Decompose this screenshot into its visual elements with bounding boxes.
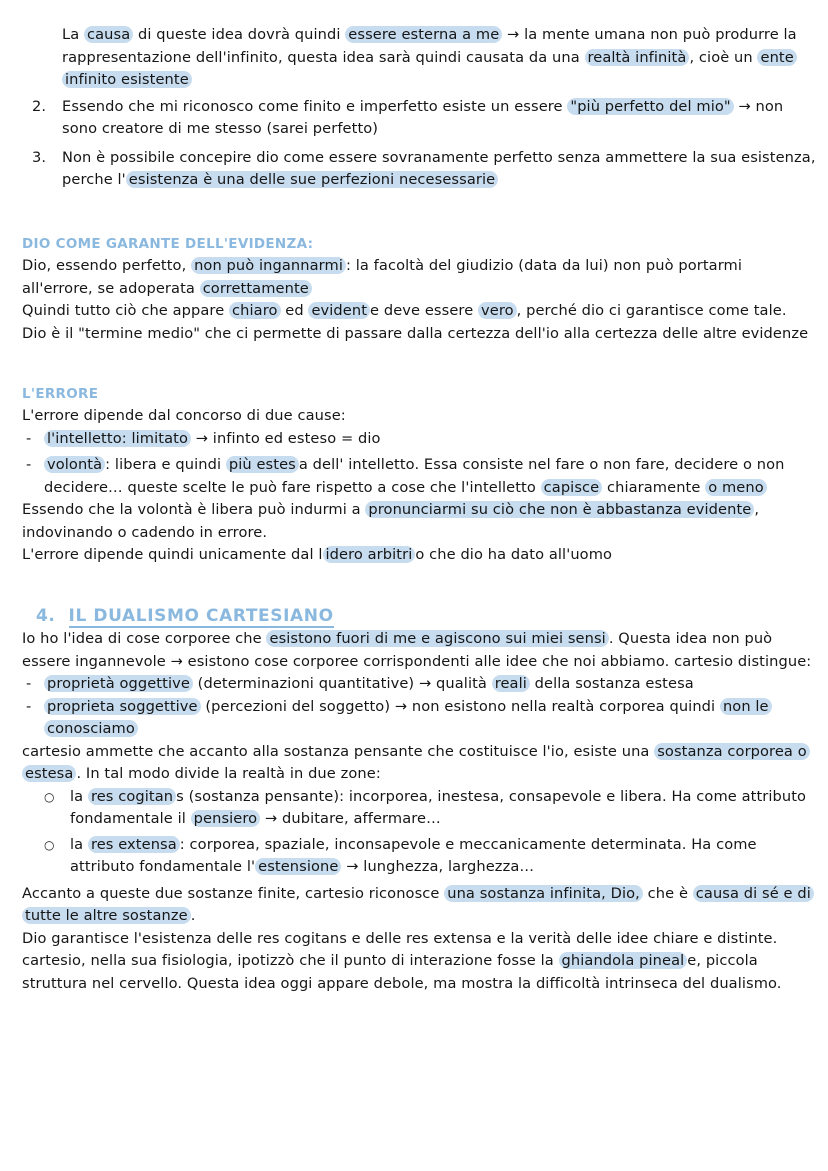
text: , cioè un bbox=[689, 48, 758, 66]
list-text bbox=[70, 834, 828, 879]
text: la bbox=[70, 835, 88, 853]
text: : corporea, spaziale, inconsapevole e meccanicamente determinata. Ha come attributo fondamentale l' bbox=[70, 835, 757, 875]
highlight: pronunciarmi su ciò che non è abbastanza evidente bbox=[365, 501, 754, 518]
list-text bbox=[44, 454, 828, 499]
highlight: res extensa bbox=[88, 836, 180, 853]
highlight: o meno bbox=[705, 479, 767, 496]
text: della sostanza estesa bbox=[529, 675, 694, 692]
text: chiaramente bbox=[602, 478, 706, 496]
text: di queste idea dovrà quindi bbox=[133, 26, 346, 43]
text: : la facoltà del giudizio (data da lui) non può portarmi all'errore, se adoperata bbox=[22, 257, 743, 297]
text: . bbox=[190, 907, 196, 924]
section-title bbox=[0, 604, 828, 628]
list-text bbox=[70, 786, 828, 831]
text: Io ho l'idea di cose corporee che bbox=[22, 630, 267, 647]
paragraph bbox=[0, 883, 828, 928]
text: → la mente umana non può produrre la rappresentazione dell'infinito, questa idea sarà quindi causata da una bbox=[62, 26, 797, 66]
list-item bbox=[0, 673, 828, 696]
list-item bbox=[0, 834, 828, 879]
text: , perché dio ci garantisce come tale. Dio è il "termine medio" che ci permette di passare dalla certezza dell'io alla certezza delle altre evidenze bbox=[22, 302, 809, 342]
text: o che dio ha dato all'uomo bbox=[415, 546, 613, 563]
highlight: causa di sé e di tutte le altre sostanze bbox=[22, 885, 814, 925]
list-text bbox=[44, 428, 828, 451]
text: La bbox=[62, 26, 85, 43]
highlight: proprieta soggettive bbox=[44, 698, 201, 715]
section-heading: DIO COME GARANTE DELL'EVIDENZA: bbox=[22, 236, 314, 252]
paragraph bbox=[0, 950, 828, 995]
highlight: pensiero bbox=[191, 810, 261, 827]
text: Essendo che la volontà è libera può indurmi a bbox=[22, 501, 366, 518]
text: → infinto ed esteso = dio bbox=[190, 429, 381, 447]
errore-section bbox=[0, 383, 828, 567]
paragraph bbox=[0, 255, 828, 300]
paragraph: L'errore dipende dal concorso di due cause: bbox=[22, 407, 346, 424]
text: che è bbox=[642, 884, 693, 902]
highlight: proprietà oggettive bbox=[44, 675, 193, 692]
top-section bbox=[0, 24, 828, 192]
highlight: esistenza è una delle sue perfezioni necesessarie bbox=[126, 171, 498, 188]
text: . In tal modo divide la realtà in due zone: bbox=[76, 765, 381, 782]
section-heading: L'ERRORE bbox=[22, 386, 99, 402]
dash-marker: - bbox=[26, 697, 32, 715]
section-title-text: IL DUALISMO CARTESIANO bbox=[68, 606, 334, 626]
list-item bbox=[0, 428, 828, 451]
text: → lunghezza, larghezza… bbox=[341, 858, 535, 875]
highlight: più estes bbox=[226, 456, 299, 473]
highlight: ente infinito esistente bbox=[62, 49, 797, 89]
text: cartesio, nella sua fisiologia, ipotizzò che il punto di interazione fosse la bbox=[22, 952, 559, 969]
highlight: realtà infinità bbox=[585, 49, 690, 66]
paragraph bbox=[0, 300, 828, 345]
text: a dell' intelletto. Essa consiste nel fare o non fare, decidere o non decidere… queste scelte le può fare rispetto a cose che l'intelletto bbox=[44, 456, 785, 496]
text: Dio, essendo perfetto, bbox=[22, 257, 192, 274]
list-item-3 bbox=[0, 147, 828, 192]
dualismo-section bbox=[0, 604, 828, 995]
dash-marker: - bbox=[26, 456, 32, 473]
highlight: non può ingannarmi bbox=[191, 257, 346, 274]
highlight: estensione bbox=[255, 858, 341, 875]
highlight: evident bbox=[308, 302, 370, 319]
text: s (sostanza pensante): incorporea, inestesa, consapevole e libera. Ha come attributo fondamentale il bbox=[70, 787, 807, 827]
highlight: chiaro bbox=[229, 302, 280, 319]
paragraph bbox=[0, 741, 828, 786]
text: la bbox=[70, 787, 88, 805]
highlight: non le conosciamo bbox=[44, 698, 772, 738]
text: Essendo che mi riconosco come finito e imperfetto esiste un essere bbox=[62, 97, 568, 115]
continuation-paragraph bbox=[0, 24, 828, 92]
highlight: capisce bbox=[541, 479, 603, 496]
highlight: ghiandola pineal bbox=[559, 952, 688, 969]
list-text bbox=[62, 147, 828, 192]
text: Accanto a queste due sostanze finite, cartesio riconosce bbox=[22, 884, 445, 902]
highlight: res cogitan bbox=[88, 788, 176, 805]
text: Non è possibile concepire dio come essere sovranamente perfetto senza ammettere la sua esistenza, perche l' bbox=[62, 148, 816, 188]
dash-marker: - bbox=[26, 675, 32, 692]
paragraph bbox=[0, 499, 828, 544]
circle-bullet-icon: ○ bbox=[44, 837, 55, 852]
highlight: esistono fuori di me e agiscono sui miei sensi bbox=[266, 630, 608, 647]
list-text bbox=[44, 696, 828, 741]
text: (determinazioni quantitative) → qualità bbox=[192, 675, 492, 692]
paragraph bbox=[0, 544, 828, 567]
list-text bbox=[44, 673, 828, 696]
text: : libera e quindi bbox=[105, 456, 226, 473]
highlight: vero bbox=[478, 302, 517, 319]
list-item bbox=[0, 454, 828, 499]
text: ed bbox=[280, 302, 309, 319]
text: → non sono creatore di me stesso (sarei perfetto) bbox=[62, 97, 784, 137]
dash-marker: - bbox=[26, 429, 32, 447]
list-number: 3. bbox=[32, 148, 47, 166]
list-text bbox=[62, 96, 828, 141]
garante-section bbox=[0, 233, 828, 345]
text: , indovinando o cadendo in errore. bbox=[22, 501, 760, 541]
section-number: 4. bbox=[36, 606, 56, 626]
list-item bbox=[0, 696, 828, 741]
list-number: 2. bbox=[32, 97, 47, 115]
text: → dubitare, affermare… bbox=[260, 810, 441, 827]
text: (percezioni del soggetto) → non esistono nella realtà corporea quindi bbox=[200, 697, 720, 715]
highlight: volontà bbox=[44, 456, 105, 473]
highlight: sostanza corporea o estesa bbox=[22, 743, 810, 783]
text: L'errore dipende quindi unicamente dal l bbox=[22, 546, 323, 563]
text: e deve essere bbox=[370, 302, 479, 319]
highlight: una sostanza infinita, Dio, bbox=[444, 885, 643, 902]
highlight: reali bbox=[492, 675, 530, 692]
text: Quindi tutto ciò che appare bbox=[22, 302, 230, 319]
highlight: essere esterna a me bbox=[345, 26, 502, 43]
circle-bullet-icon: ○ bbox=[44, 789, 55, 804]
paragraph: Dio garantisce l'esistenza delle res cogitans e delle res extensa e la verità delle idee chiare e distinte. bbox=[22, 929, 778, 947]
highlight: l'intelletto: limitato bbox=[44, 430, 191, 447]
highlight: correttamente bbox=[200, 280, 312, 297]
text: . Questa idea non può essere ingannevole → esistono cose corporee corrispondenti alle idee che noi abbiamo. cartesio distingue: bbox=[22, 630, 812, 670]
text: cartesio ammette che accanto alla sostanza pensante che costituisce l'io, esiste una bbox=[22, 742, 655, 760]
highlight: idero arbitri bbox=[323, 546, 416, 563]
highlight: causa bbox=[84, 26, 133, 43]
list-item bbox=[0, 786, 828, 831]
paragraph bbox=[0, 628, 828, 673]
list-item-2 bbox=[0, 96, 828, 141]
highlight: "più perfetto del mio" bbox=[567, 98, 733, 115]
text: e, piccola struttura nel cervello. Questa idea oggi appare debole, ma mostra la difficoltà intrinseca del dualismo. bbox=[22, 952, 782, 992]
